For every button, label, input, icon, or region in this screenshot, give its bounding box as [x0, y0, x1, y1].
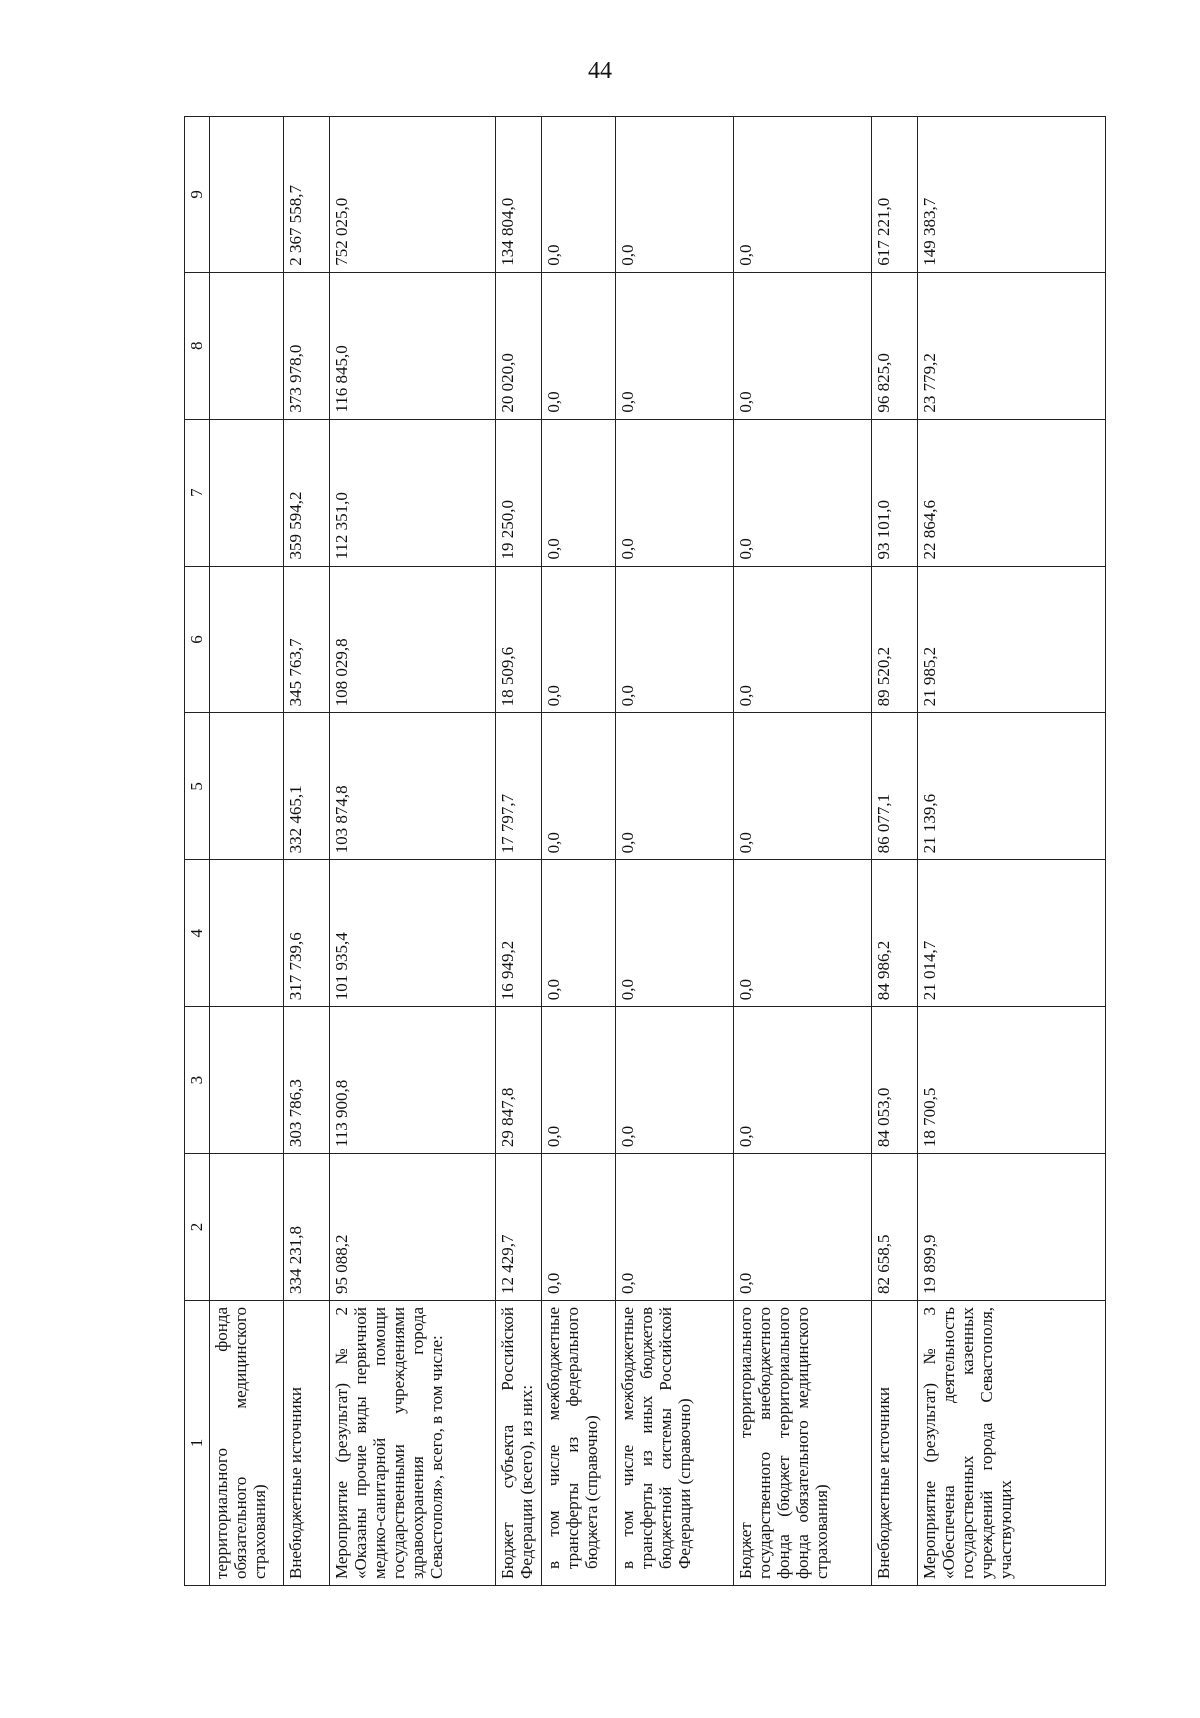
table-cell: 29 847,8	[496, 1007, 542, 1154]
table-cell: 23 779,2	[918, 272, 1106, 419]
table-row	[330, 117, 496, 1586]
table-cell: 82 658,5	[872, 1154, 918, 1301]
row-label: Внебюджетные источники	[872, 1300, 918, 1585]
table-cell: 101 935,4	[330, 860, 496, 1007]
table-cell: 0,0	[542, 117, 616, 273]
table-cell	[210, 713, 284, 860]
table-cell: 21 139,6	[918, 713, 1106, 860]
table-cell: 0,0	[542, 860, 616, 1007]
table-cell: 93 101,0	[872, 419, 918, 566]
table-cell: 21 014,7	[918, 860, 1106, 1007]
table-cell: 0,0	[734, 713, 872, 860]
table-cell: 332 465,1	[284, 713, 330, 860]
row-label: территориального фонда обязательного медицинского страхования)	[210, 1300, 284, 1585]
table-row	[496, 117, 542, 1586]
table-cell: 752 025,0	[330, 117, 496, 273]
table-cell: 103 874,8	[330, 713, 496, 860]
table-row	[734, 117, 872, 1586]
table-cell: 2 367 558,7	[284, 117, 330, 273]
header-row	[185, 117, 210, 1586]
column-header: 6	[185, 566, 210, 713]
table-cell: 0,0	[734, 117, 872, 273]
table-cell: 0,0	[542, 1007, 616, 1154]
table-row	[918, 117, 1106, 1586]
table-row	[284, 117, 330, 1586]
row-label: Мероприятие (результат) № 2 «Оказаны прочие виды первичной медико-санитарной помощи государственными учреждениями здравоохранения города Севастополя», всего, в том числе:	[330, 1300, 496, 1585]
table-cell: 373 978,0	[284, 272, 330, 419]
column-header: 7	[185, 419, 210, 566]
table-cell	[210, 1007, 284, 1154]
table-cell: 0,0	[734, 1007, 872, 1154]
table-cell	[210, 117, 284, 273]
table-cell	[210, 272, 284, 419]
table-cell: 0,0	[734, 566, 872, 713]
table-cell: 108 029,8	[330, 566, 496, 713]
rotated-table-frame	[184, 116, 1106, 1586]
table-cell: 0,0	[616, 419, 734, 566]
table-cell: 0,0	[734, 860, 872, 1007]
table-cell: 113 900,8	[330, 1007, 496, 1154]
table-cell: 149 383,7	[918, 117, 1106, 273]
table-cell: 0,0	[616, 1154, 734, 1301]
table-cell: 0,0	[616, 713, 734, 860]
column-header: 5	[185, 713, 210, 860]
table-cell: 95 088,2	[330, 1154, 496, 1301]
table-cell: 0,0	[542, 1154, 616, 1301]
table-cell: 18 509,6	[496, 566, 542, 713]
table-cell	[210, 566, 284, 713]
table-cell: 84 986,2	[872, 860, 918, 1007]
column-header: 2	[185, 1154, 210, 1301]
table-cell: 0,0	[542, 713, 616, 860]
table-cell: 317 739,6	[284, 860, 330, 1007]
table-cell: 86 077,1	[872, 713, 918, 860]
table-cell: 16 949,2	[496, 860, 542, 1007]
budget-table	[184, 116, 1106, 1586]
table-cell: 21 985,2	[918, 566, 1106, 713]
table-cell: 134 804,0	[496, 117, 542, 273]
table-cell: 617 221,0	[872, 117, 918, 273]
table-cell: 359 594,2	[284, 419, 330, 566]
table-cell: 19 899,9	[918, 1154, 1106, 1301]
table-cell: 19 250,0	[496, 419, 542, 566]
table-cell: 345 763,7	[284, 566, 330, 713]
table-cell: 0,0	[616, 1007, 734, 1154]
table-cell: 0,0	[542, 419, 616, 566]
table-cell: 0,0	[616, 272, 734, 419]
table-row	[872, 117, 918, 1586]
table-cell: 0,0	[542, 272, 616, 419]
row-label: Бюджет территориального государственного внебюджетного фонда (бюджет территориального фонда обязательного медицинского страхования)	[734, 1300, 872, 1585]
row-label: Мероприятие (результат) № 3 «Обеспечена деятельность государственных казенных учреждений города Севастополя, участвующих	[918, 1300, 1106, 1585]
column-header: 9	[185, 117, 210, 273]
table-cell: 17 797,7	[496, 713, 542, 860]
table-cell	[210, 1154, 284, 1301]
table-cell: 0,0	[616, 117, 734, 273]
table-cell: 0,0	[616, 566, 734, 713]
column-header: 8	[185, 272, 210, 419]
table-cell: 0,0	[616, 860, 734, 1007]
table-cell	[210, 419, 284, 566]
table-cell: 112 351,0	[330, 419, 496, 566]
table-row	[210, 117, 284, 1586]
budget-table-container	[184, 116, 1106, 1586]
table-cell: 116 845,0	[330, 272, 496, 419]
table-cell: 84 053,0	[872, 1007, 918, 1154]
table-cell: 0,0	[734, 1154, 872, 1301]
table-cell: 0,0	[734, 419, 872, 566]
table-cell: 18 700,5	[918, 1007, 1106, 1154]
column-header: 3	[185, 1007, 210, 1154]
page-number: 44	[588, 58, 612, 84]
row-label: Внебюджетные источники	[284, 1300, 330, 1585]
table-cell: 96 825,0	[872, 272, 918, 419]
table-cell: 303 786,3	[284, 1007, 330, 1154]
table-cell: 22 864,6	[918, 419, 1106, 566]
table-cell: 12 429,7	[496, 1154, 542, 1301]
row-label: Бюджет субъекта Российской Федерации (всего), из них:	[496, 1300, 542, 1585]
table-cell: 334 231,8	[284, 1154, 330, 1301]
table-row	[542, 117, 616, 1586]
row-label: в том числе межбюджетные трансферты из федерального бюджета (справочно)	[542, 1300, 616, 1585]
table-cell: 0,0	[734, 272, 872, 419]
table-cell: 89 520,2	[872, 566, 918, 713]
row-label: в том числе межбюджетные трансферты из иных бюджетов бюджетной системы Российской Федерации (справочно)	[616, 1300, 734, 1585]
column-header: 1	[185, 1300, 210, 1585]
column-header: 4	[185, 860, 210, 1007]
table-row	[616, 117, 734, 1586]
table-cell: 20 020,0	[496, 272, 542, 419]
table-cell	[210, 860, 284, 1007]
table-cell: 0,0	[542, 566, 616, 713]
